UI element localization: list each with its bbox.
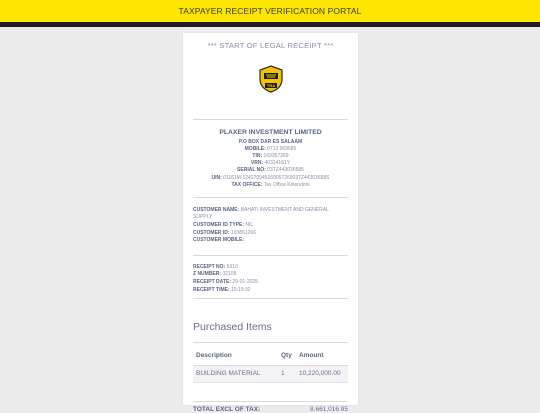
z-number-value: 32108 — [222, 271, 237, 278]
purchased-items-heading: Purchased Items — [193, 321, 272, 334]
serial-value: 03TZ443036585 — [267, 167, 304, 174]
receipt-date-value: 29-01-2025 — [232, 278, 258, 285]
serial-label: SERIAL NO: — [237, 167, 266, 174]
receipt-time-label: RECEIPT TIME: — [193, 286, 230, 293]
uin-label: UIN: — [211, 174, 222, 181]
item-description: BUILDING MATERIAL — [193, 366, 281, 383]
table-header-row — [193, 343, 348, 366]
company-address: P.O BOX DAR ES SALAAM — [238, 139, 303, 146]
purchased-items-table — [193, 342, 348, 383]
portal-title: TAXPAYER RECEIPT VERIFICATION PORTAL — [178, 6, 362, 16]
total-excl-tax-row — [193, 401, 348, 413]
divider — [193, 197, 348, 198]
item-qty: 1 — [281, 366, 299, 383]
divider — [193, 255, 348, 256]
customer-info — [183, 207, 358, 245]
receipt-no-value: 5310 — [226, 263, 238, 270]
tra-logo-text: TRA — [266, 83, 275, 88]
portal-header — [0, 0, 540, 22]
column-header-qty: Qty — [281, 343, 299, 366]
receipt-time-value: 15:19:32 — [231, 286, 251, 293]
customer-id-type-value: NIL — [245, 221, 254, 228]
mobile-label: MOBILE: — [244, 146, 266, 153]
customer-name-value: BAHATI INVESTMENT AND GENERAL SUPPLY — [193, 206, 329, 221]
total-excl-tax-value: 8,661,016.95 — [310, 406, 348, 413]
receipt-info — [183, 264, 358, 294]
divider — [193, 119, 348, 120]
tin-value: 169357269 — [263, 153, 289, 160]
uin-value: 01161M-124270945169057269037Z44303658S — [223, 174, 330, 181]
tax-office-label: TAX OFFICE: — [231, 181, 263, 188]
total-excl-tax-label: TOTAL EXCL OF TAX: — [193, 406, 261, 413]
header-divider — [0, 22, 540, 27]
receipt-card — [183, 33, 358, 413]
table-row — [193, 366, 348, 383]
vrn-value: 40314161Y — [264, 160, 291, 167]
divider — [193, 298, 348, 299]
item-amount: 10,220,000.00 — [299, 366, 348, 383]
column-header-amount: Amount — [299, 343, 348, 366]
receipt-no-label: RECEIPT NO: — [193, 263, 226, 270]
legal-receipt-banner: *** START OF LEGAL RECEIPT *** — [207, 41, 334, 50]
company-info — [183, 129, 358, 189]
tax-office-value: Tax Office Kinondoni — [263, 181, 310, 188]
tin-label: TIN: — [252, 153, 263, 160]
tra-logo-icon — [256, 64, 286, 94]
customer-name-label: CUSTOMER NAME: — [193, 206, 240, 213]
customer-id-value: 103861266 — [230, 229, 256, 236]
customer-id-type-label: CUSTOMER ID TYPE: — [193, 221, 245, 228]
company-name: PLAXER INVESTMENT LIMITED — [219, 129, 322, 136]
customer-id-label: CUSTOMER ID: — [193, 229, 230, 236]
customer-mobile-label: CUSTOMER MOBILE: — [193, 237, 245, 244]
vrn-label: VRN: — [250, 160, 264, 167]
z-number-label: Z NUMBER: — [193, 271, 222, 278]
column-header-description: Description — [193, 343, 281, 366]
receipt-date-label: RECEIPT DATE: — [193, 278, 231, 285]
mobile-value: 0713 969685 — [267, 146, 297, 153]
